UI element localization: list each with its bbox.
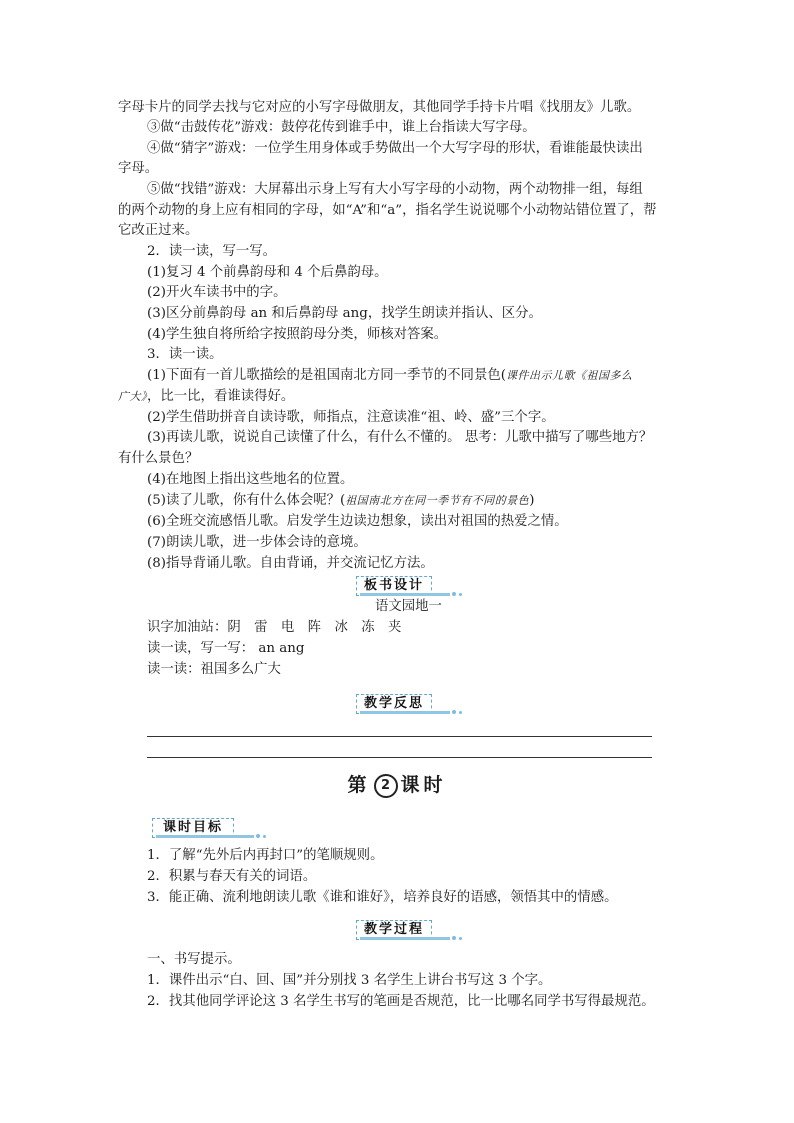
lesson-suffix: 课时 [400, 774, 447, 796]
badge-dot [256, 834, 260, 838]
badge-label: 课时目标 [152, 818, 234, 838]
badge-underline [360, 593, 450, 596]
badge-dot [263, 835, 266, 838]
badge-underline [360, 711, 450, 714]
reflection-line [147, 757, 652, 758]
section-heading: 3．读一读。 [147, 347, 223, 362]
lesson-number: 2 [374, 774, 398, 798]
badge-underline [156, 835, 254, 838]
paragraph-text: ) [529, 493, 535, 508]
note-text: 祖国南北方在同一季节有不同的景色 [345, 494, 530, 507]
paragraph-line: 它改正过来。 [118, 223, 199, 238]
badge-dot [459, 937, 462, 940]
paragraph-line: 1．课件出示“白、回、国”并分别找 3 名学生上讲台书写这 3 个字。 [147, 973, 552, 988]
note-text: 广大》 [118, 390, 147, 403]
paragraph-line: 字母。 [118, 161, 159, 176]
paragraph-line: ③做“击鼓传花”游戏：鼓停花传到谁手中，谁上台指读大写字母。 [147, 120, 536, 135]
badge-dot [452, 592, 456, 596]
reflection-line [147, 736, 652, 737]
board-row: 读一读：祖国多么广大 [147, 662, 281, 677]
paragraph-line: ⑤做“找错”游戏：大屏幕出示身上写有大小写字母的小动物，两个动物排一组，每组 [147, 182, 643, 197]
paragraph-text: ，比一比，看谁读得好。 [147, 389, 295, 404]
lesson-prefix: 第 [347, 774, 371, 796]
paragraph-line: (4)学生独自将所给字按照韵母分类，师核对答案。 [147, 327, 448, 342]
paragraph-line: (4)在地图上指出这些地名的位置。 [147, 472, 354, 487]
paragraph-line: (7)朗读儿歌，进一步体会诗的意境。 [147, 535, 367, 550]
goal-item: 3．能正确、流利地朗读儿歌《谁和谁好》，培养良好的语感，领悟其中的情感。 [147, 890, 618, 905]
badge-label: 板书设计 [356, 576, 432, 596]
goal-item: 1．了解“先外后内再封口”的笔顺规则。 [147, 848, 384, 863]
paragraph-line [147, 366, 632, 386]
process-badge [356, 920, 466, 940]
paragraph-line: (3)再读儿歌，说说自己读懂了什么，有什么不懂的。 思考：儿歌中描写了哪些地方？ [147, 430, 653, 445]
badge-label: 教学反思 [356, 694, 432, 714]
reflection-badge [356, 694, 466, 714]
paragraph-line: 的两个动物的身上应有相同的字母，如“A”和“a”，指名学生说说哪个小动物站错位置了，帮 [118, 203, 657, 218]
section-heading: 2．读一读，写一写。 [147, 244, 277, 259]
paragraph-line [118, 387, 294, 407]
badge-dot [452, 936, 456, 940]
lesson-title [0, 770, 794, 798]
badge-dot [452, 710, 456, 714]
paragraph-line: (2)开火车读书中的字。 [147, 285, 287, 300]
paragraph-line: (3)区分前鼻韵母 an 和后鼻韵母 ang，找学生朗读并指认、区分。 [147, 306, 542, 321]
paragraph-line [147, 491, 535, 511]
paragraph-line: 字母卡片的同学去找与它对应的小写字母做朋友，其他同学手持卡片唱《找朋友》儿歌。 [118, 100, 641, 115]
badge-dot [459, 711, 462, 714]
section-heading: 一、书写提示。 [147, 952, 241, 967]
board-title: 语文园地一 [375, 599, 442, 614]
note-text: 课件出示儿歌《祖国多么 [505, 369, 633, 382]
goals-badge [152, 818, 270, 838]
badge-underline [360, 937, 450, 940]
paragraph-line: 2．找其他同学评论这 3 名学生书写的笔画是否规范，比一比哪名同学书写得最规范。 [147, 994, 655, 1009]
goal-item: 2．积累与春天有关的词语。 [147, 869, 317, 884]
badge-dot [459, 593, 462, 596]
paragraph-text: (1)下面有一首儿歌描绘的是祖国南北方同一季节的不同景色( [147, 368, 506, 383]
board-row: 识字加油站：阴 雷 电 阵 冰 冻 夹 [147, 620, 402, 635]
paragraph-line: (6)全班交流感悟儿歌。启发学生边读边想象，读出对祖国的热爱之情。 [147, 514, 568, 529]
board-design-badge [356, 576, 466, 596]
paragraph-line: 有什么景色？ [118, 451, 199, 466]
paragraph-line: (8)指导背诵儿歌。自由背诵，并交流记忆方法。 [147, 556, 434, 571]
paragraph-text: (5)读了儿歌，你有什么体会呢？( [147, 493, 346, 508]
paragraph-line: (2)学生借助拼音自读诗歌，师指点，注意读准“祖、岭、盛”三个字。 [147, 410, 555, 425]
paragraph-line: ④做“猜字”游戏：一位学生用身体或手势做出一个大写字母的形状，看谁能最快读出 [147, 141, 643, 156]
board-row: 读一读，写一写： an ang [147, 641, 305, 656]
badge-label: 教学过程 [356, 920, 432, 940]
paragraph-line: (1)复习 4 个前鼻韵母和 4 个后鼻韵母。 [147, 265, 388, 280]
